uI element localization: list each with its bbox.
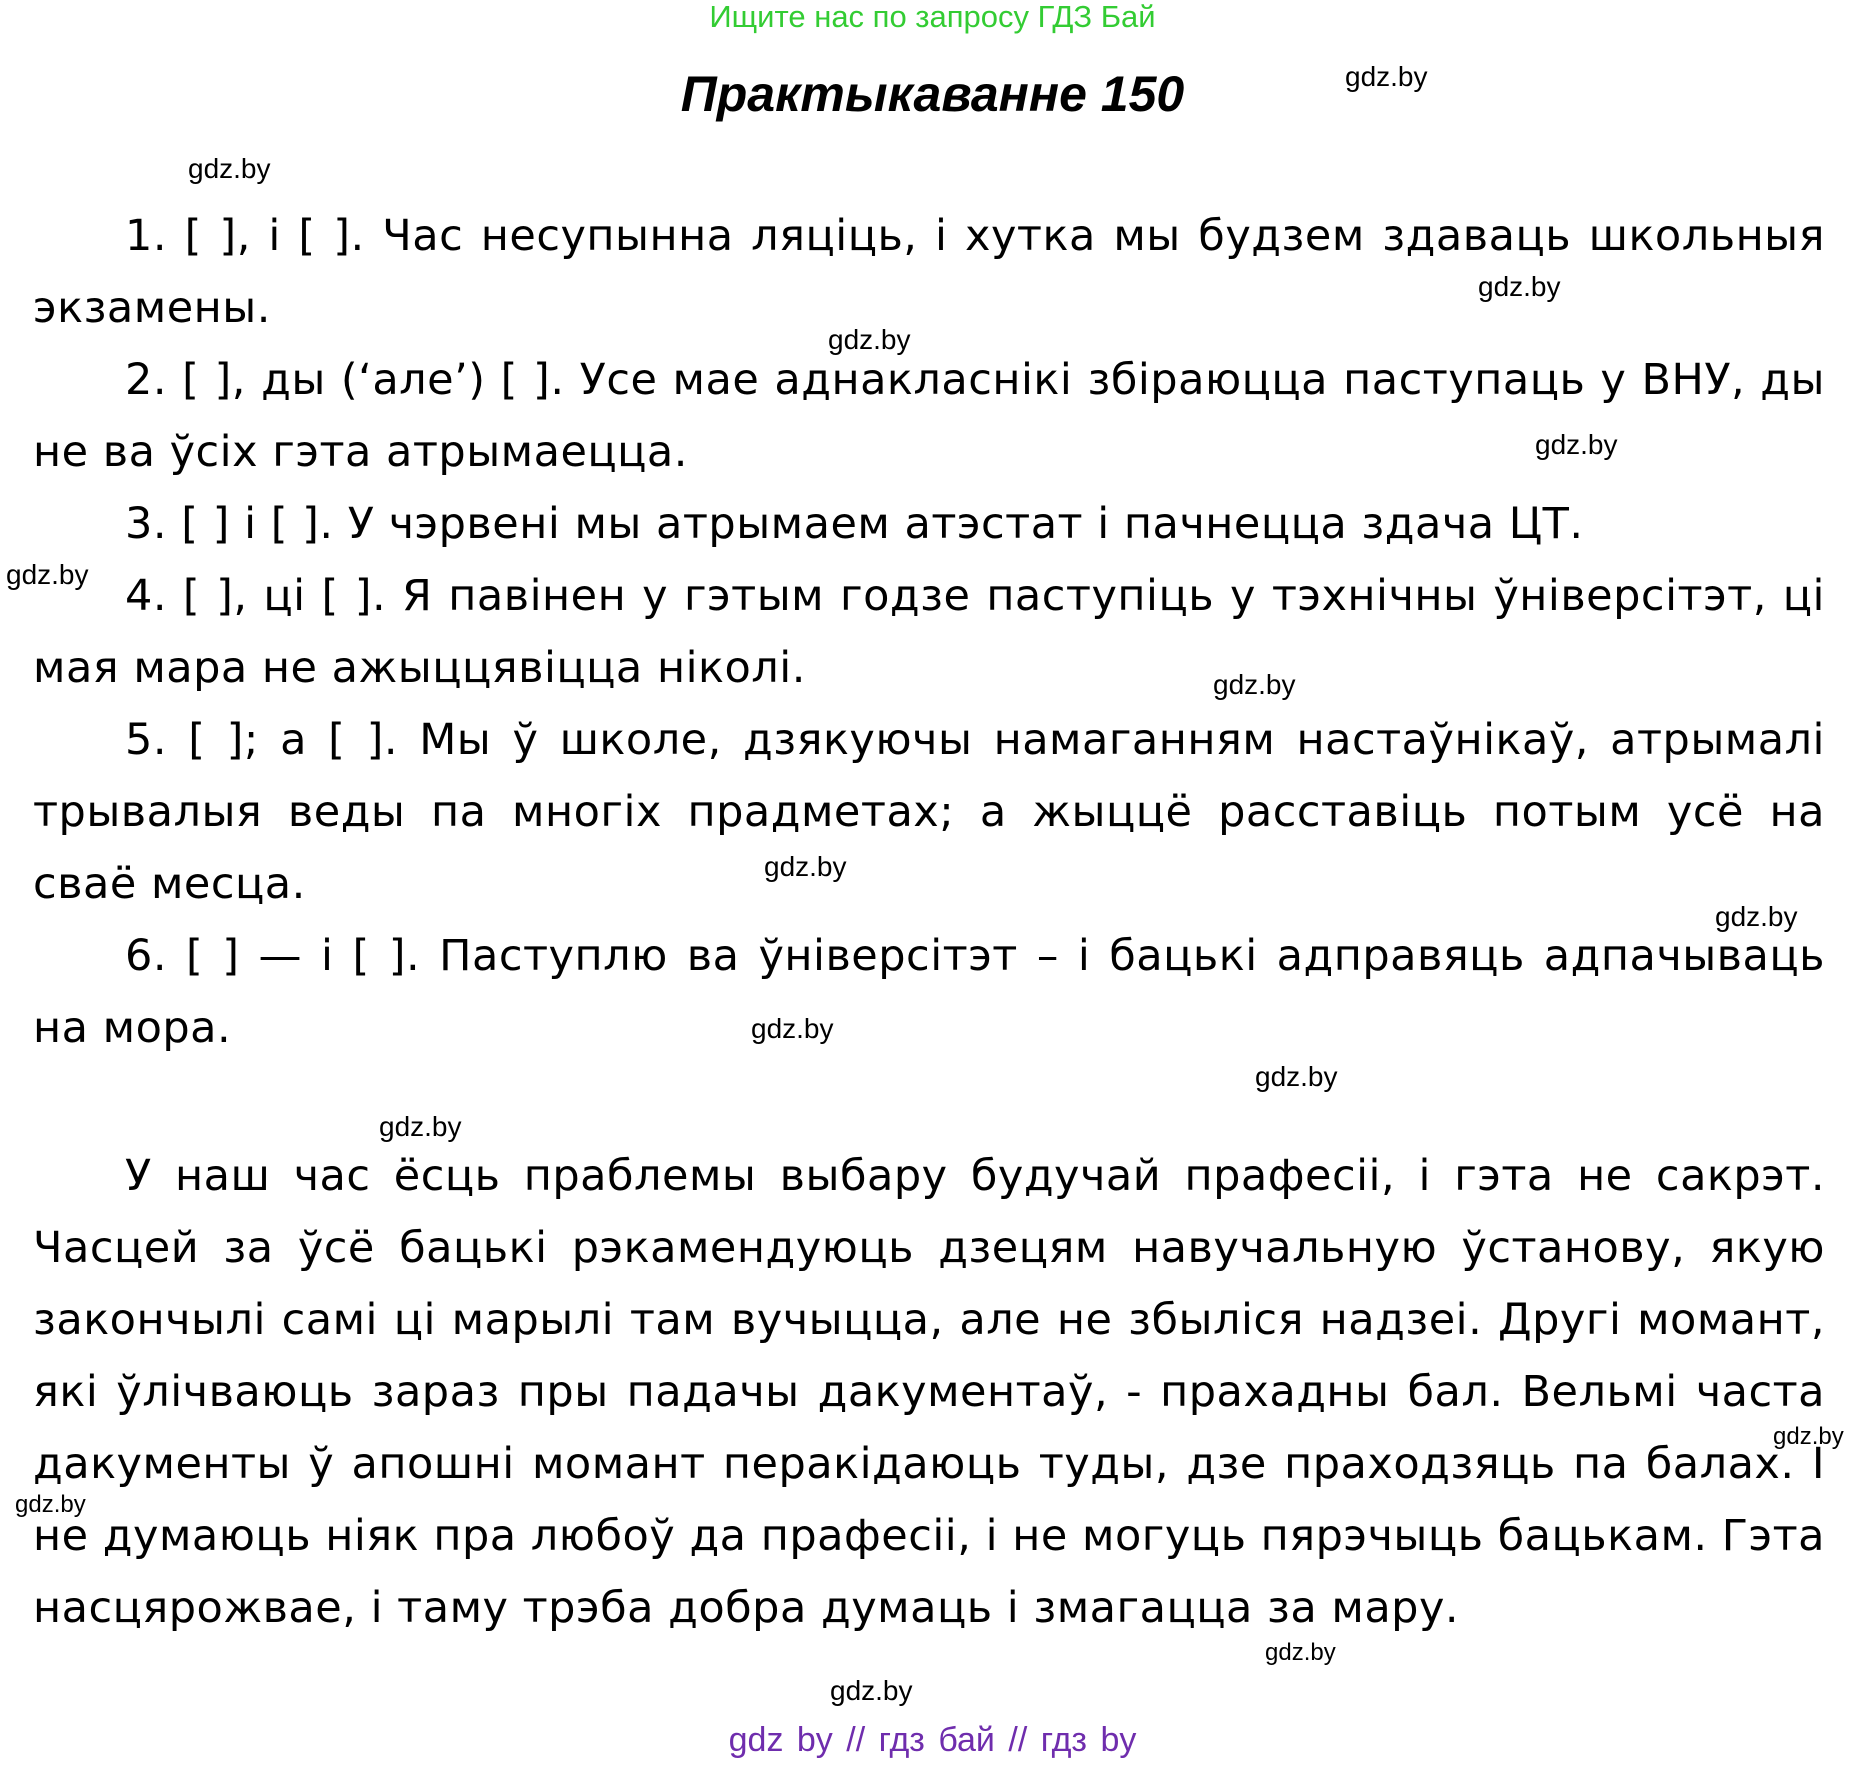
watermark: gdz.by [1255,1061,1338,1092]
sentence-5: 5. [ ]; а [ ]. Мы ў школе, дзякуючы намаганням настаўнікаў, атрымалі трывалыя веды па многіх прадметах; а жыццё расставіць потым усё на сваё месца. [33,715,1825,909]
essay-block [33,1140,1825,1644]
watermark: gdz.by [751,1013,834,1044]
watermark: gdz.by [379,1111,462,1142]
sentence-1: 1. [ ], і [ ]. Час несупынна ляціць, і хутка мы будзем здаваць школьныя экзамены. [33,211,1825,333]
sentences-list [33,200,1825,1064]
watermark: gdz.by [764,851,847,882]
watermark: gdz.by [1345,61,1428,92]
footer-links[interactable]: gdz by // гдз бай // гдз by [728,1721,1137,1759]
sentence-6: 6. [ ] — і [ ]. Паступлю ва ўніверсітэт – і бацькі адправяць адпачываць на мора. [33,931,1825,1053]
watermark: gdz.by [1265,1639,1336,1666]
essay-paragraph: У наш час ёсць праблемы выбару будучай прафесіі, і гэта не сакрэт. Часцей за ўсё бацькі рэкамендуюць дзецям навучальную ўстанову, якую закончылі самі ці марылі там вучыцца, але не збыліся надзеі. Другі момант, які ўлічваюць зараз пры падачы дакументаў, - прахадны бал. Вельмі часта дакументы ў апошні момант перакідаюць туды, дзе праходзяць па балах. І не думаюць ніяк пра любоў да прафесіі, і не могуць пярэчыць бацькам. Гэта насцярожвае, і таму трэба добра думаць і змагацца за мару. [33,1151,1825,1633]
sentence-3: 3. [ ] і [ ]. У чэрвені мы атрымаем атэстат і пачнецца здача ЦТ. [125,499,1584,549]
watermark: gdz.by [1535,429,1618,460]
watermark: gdz.by [188,153,271,184]
watermark: gdz.by [1478,271,1561,302]
sentence-2: 2. [ ], ды (‘але’) [ ]. Усе мае аднакласнікі збіраюцца паступаць у ВНУ, ды не ва ўсіх гэта атрымаецца. [33,355,1825,477]
watermark: gdz.by [15,1491,86,1518]
watermark: gdz.by [830,1675,913,1706]
sentence-4: 4. [ ], ці [ ]. Я павінен у гэтым годзе паступіць у тэхнічны ўніверсітэт, ці мая мара не ажыццявіцца ніколі. [33,571,1825,693]
watermark: gdz.by [1213,669,1296,700]
watermark: gdz.by [1773,1423,1844,1450]
site-banner: Ищите нас по запросу ГДЗ Бай [709,0,1156,34]
watermark: gdz.by [828,324,911,355]
page-title: Практыкаванне 150 [680,66,1185,122]
watermark: gdz.by [6,559,89,590]
watermark: gdz.by [1715,901,1798,932]
